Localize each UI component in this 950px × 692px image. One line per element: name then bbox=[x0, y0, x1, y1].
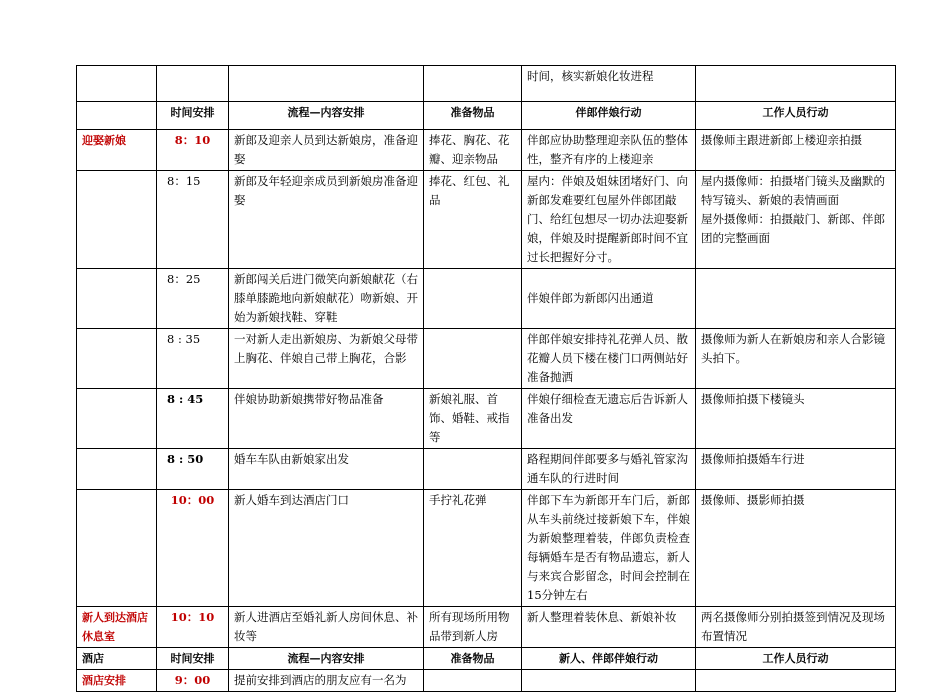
header-staff: 工作人员行动 bbox=[696, 102, 896, 130]
staff-cell: 摄像师、摄影师拍摄 bbox=[696, 490, 896, 607]
schedule-table bbox=[76, 65, 896, 692]
header-items: 准备物品 bbox=[424, 102, 522, 130]
items-cell: 所有现场所用物品带到新人房 bbox=[424, 607, 522, 648]
best-cell: 新人整理着装休息、新娘补妆 bbox=[522, 607, 696, 648]
header-time: 时间安排 bbox=[157, 102, 229, 130]
content-cell: 婚车车队由新娘家出发 bbox=[229, 449, 424, 490]
time-cell: 8：15 bbox=[157, 171, 229, 269]
table-row bbox=[77, 66, 896, 102]
best-cell: 伴娘伴郎为新郎闪出通道 bbox=[522, 269, 696, 329]
staff-cell: 两名摄像师分别拍摄签到情况及现场布置情况 bbox=[696, 607, 896, 648]
staff-cell: 摄像师拍摄下楼镜头 bbox=[696, 389, 896, 449]
items-cell bbox=[424, 269, 522, 329]
section-label: 酒店安排 bbox=[77, 670, 157, 692]
items-cell: 捧花、胸花、花瓣、迎亲物品 bbox=[424, 130, 522, 171]
header-staff: 工作人员行动 bbox=[696, 648, 896, 670]
header-content: 流程—内容安排 bbox=[229, 648, 424, 670]
time-cell: 9：00 bbox=[157, 670, 229, 692]
staff-line: 屋内摄像师：拍摄堵门镜头及幽默的特写镜头、新娘的表情画面 bbox=[701, 174, 885, 207]
staff-line: 屋外摄像师：拍摄敲门、新郎、伴郎团的完整画面 bbox=[701, 212, 885, 245]
time-cell: 8 : 45 bbox=[157, 389, 229, 449]
time-cell: 10：00 bbox=[157, 490, 229, 607]
section-label: 迎娶新娘 bbox=[77, 130, 157, 171]
content-cell: 新人婚车到达酒店门口 bbox=[229, 490, 424, 607]
header-content: 流程—内容安排 bbox=[229, 102, 424, 130]
table-row bbox=[77, 490, 896, 607]
items-cell: 手拧礼花弹 bbox=[424, 490, 522, 607]
table-row bbox=[77, 269, 896, 329]
time-cell: 10：10 bbox=[157, 607, 229, 648]
staff-cell bbox=[696, 269, 896, 329]
content-cell: 新人进酒店至婚礼新人房间休息、补妆等 bbox=[229, 607, 424, 648]
items-cell: 新娘礼服、首饰、婚鞋、戒指等 bbox=[424, 389, 522, 449]
table-row bbox=[77, 329, 896, 389]
staff-cell bbox=[696, 171, 896, 269]
table-row bbox=[77, 449, 896, 490]
best-cell: 时间，核实新娘化妆进程 bbox=[522, 66, 696, 102]
content-cell: 新郎闯关后进门微笑向新娘献花（右膝单膝跪地向新娘献花）吻新娘、开始为新娘找鞋、穿鞋 bbox=[229, 269, 424, 329]
staff-cell: 摄像师拍摄婚车行进 bbox=[696, 449, 896, 490]
best-cell: 路程期间伴郎要多与婚礼管家沟通车队的行进时间 bbox=[522, 449, 696, 490]
table-header bbox=[77, 648, 896, 670]
best-cell: 伴郎伴娘安排持礼花弹人员、散花瓣人员下楼在楼门口两侧站好准备抛洒 bbox=[522, 329, 696, 389]
best-cell: 伴郎下车为新郎开车门后，新郎从车头前绕过接新娘下车，伴娘为新娘整理着装，伴郎负责检查每辆婚车是否有物品遗忘，新人与来宾合影留念，时间会控制在15分钟左右 bbox=[522, 490, 696, 607]
table-row bbox=[77, 389, 896, 449]
header-best: 伴郎伴娘行动 bbox=[522, 102, 696, 130]
table-header bbox=[77, 102, 896, 130]
best-cell: 伴娘仔细检查无遗忘后告诉新人准备出发 bbox=[522, 389, 696, 449]
table-row bbox=[77, 171, 896, 269]
time-cell: 8：10 bbox=[157, 130, 229, 171]
items-cell bbox=[424, 329, 522, 389]
content-cell: 一对新人走出新娘房、为新娘父母带上胸花、伴娘自己带上胸花，合影 bbox=[229, 329, 424, 389]
time-cell: 8 : 35 bbox=[157, 329, 229, 389]
section-label: 新人到达酒店休息室 bbox=[77, 607, 157, 648]
content-cell: 新郎及迎亲人员到达新娘房，准备迎娶 bbox=[229, 130, 424, 171]
header-time: 时间安排 bbox=[157, 648, 229, 670]
items-cell bbox=[424, 449, 522, 490]
table-row bbox=[77, 607, 896, 648]
content-cell: 新郎及年轻迎亲成员到新娘房准备迎娶 bbox=[229, 171, 424, 269]
time-cell: 8：25 bbox=[157, 269, 229, 329]
staff-cell: 摄像师为新人在新娘房和亲人合影镜头拍下。 bbox=[696, 329, 896, 389]
content-cell: 提前安排到酒店的朋友应有一名为 bbox=[229, 670, 424, 692]
header-best: 新人、伴郎伴娘行动 bbox=[522, 648, 696, 670]
best-cell: 屋内：伴娘及姐妹团堵好门、向新郎发难要红包屋外伴郎团敲门、给红包想尽一切办法迎娶新娘，伴娘及时提醒新郎时间不宜过长把握好分寸。 bbox=[522, 171, 696, 269]
content-cell: 伴娘协助新娘携带好物品准备 bbox=[229, 389, 424, 449]
time-cell: 8 : 50 bbox=[157, 449, 229, 490]
header-section: 酒店 bbox=[77, 648, 157, 670]
items-cell: 捧花、红包、礼品 bbox=[424, 171, 522, 269]
header-items: 准备物品 bbox=[424, 648, 522, 670]
staff-cell: 摄像师主跟进新郎上楼迎亲拍摄 bbox=[696, 130, 896, 171]
table-row bbox=[77, 130, 896, 171]
table-row bbox=[77, 670, 896, 692]
best-cell: 伴郎应协助整理迎亲队伍的整体性，整齐有序的上楼迎亲 bbox=[522, 130, 696, 171]
